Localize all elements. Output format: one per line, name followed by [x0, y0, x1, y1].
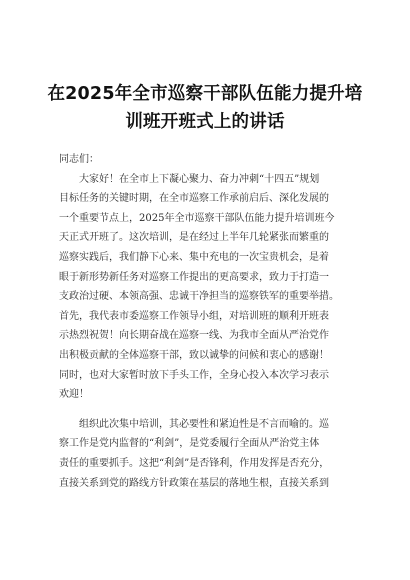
- paragraph-2: [59, 415, 359, 493]
- paragraph-2-line: 组织此次集中培训，其必要性和紧迫性是不言而喻的。巡: [79, 418, 329, 430]
- paragraph-1-line: 巡察实践后，我们静下心来、集中充电的一次宝贵机会，是着: [59, 251, 329, 263]
- paragraph-1-line: 示热烈祝贺！向长期奋战在巡察一线、为我市全面从严治党作: [59, 330, 329, 342]
- paragraph-2-line: 察工作是党内监督的“利剑”，是党委履行全面从严治党主体: [59, 438, 320, 450]
- paragraph-1-line: 天正式开班了。这次培训，是在经过上半年几轮紧张而繁重的: [59, 232, 329, 244]
- paragraph-1: [59, 170, 359, 405]
- paragraph-1-line: 支政治过硬、本领高强、忠诚干净担当的巡察铁军的重要举措。: [59, 291, 339, 303]
- paragraph-1-line: 一个重要节点上，2025年全市巡察干部队伍能力提升培训班今: [59, 212, 335, 224]
- paragraph-1-line: 欢迎！: [59, 389, 89, 401]
- paragraph-1-line: 目标任务的关键时期，在全市巡察工作承前启后、深化发展的: [59, 193, 329, 205]
- document-title: [20, 80, 390, 136]
- paragraph-1-line: 同时，也对大家暂时放下手头工作，全身心投入本次学习表示: [59, 369, 329, 381]
- paragraph-2-line: 直接关系到党的路线方针政策在基层的落地生根，直接关系到: [59, 477, 329, 489]
- title-line-1: 在2025年全市巡察干部队伍能力提升培: [47, 84, 363, 104]
- paragraph-1-line: 首先，我代表市委巡察工作领导小组，对培训班的顺利开班表: [59, 310, 329, 322]
- title-line-2: 训班开班式上的讲话: [125, 112, 285, 132]
- paragraph-2-line: 责任的重要抓手。这把“利剑”是否锋利，作用发挥是否充分，: [59, 457, 330, 469]
- paragraph-1-line: 大家好！在全市上下凝心聚力、奋力冲刺“十四五”规划: [79, 173, 320, 185]
- paragraph-spacer: [59, 405, 359, 415]
- paragraph-1-line: 眼于新形势新任务对巡察工作提出的更高要求，致力于打造一: [59, 271, 329, 283]
- document-body: [59, 150, 359, 493]
- paragraph-1-line: 出积极贡献的全体巡察干部，致以诚挚的问候和衷心的感谢！: [59, 349, 329, 361]
- salutation: 同志们：: [59, 154, 99, 165]
